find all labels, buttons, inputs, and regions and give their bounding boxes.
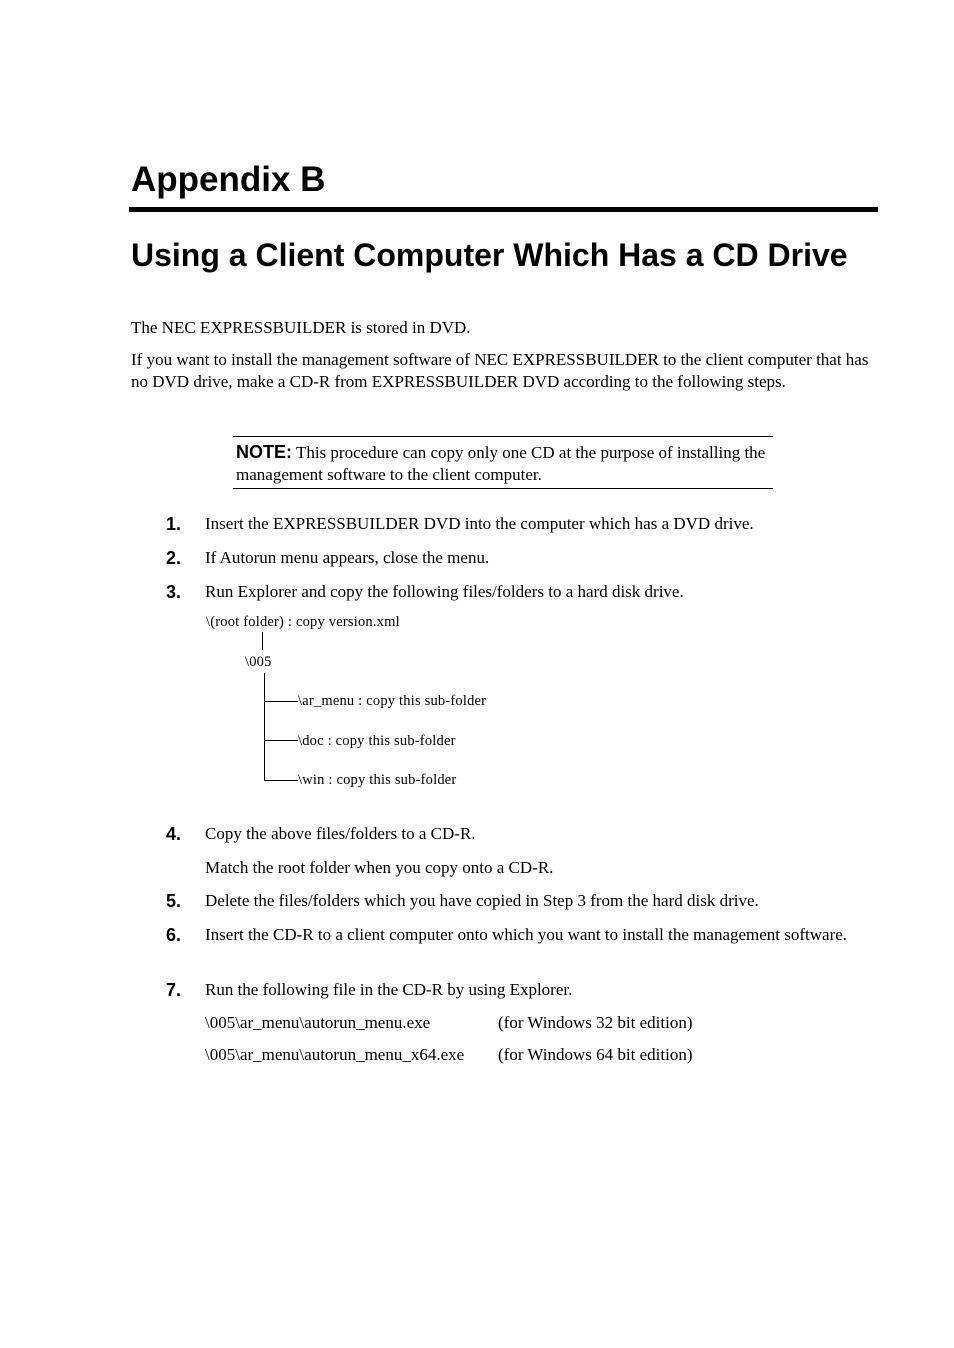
step-number: 1.: [166, 514, 182, 534]
tree-child: \doc : copy this sub-folder: [298, 733, 456, 749]
step-number: 5.: [166, 891, 182, 911]
step-number: 7.: [166, 980, 182, 1000]
tree-child: \win : copy this sub-folder: [298, 772, 457, 788]
note-text: This procedure can copy only one CD at the purpose of installing the management software to the client computer.: [236, 443, 766, 484]
file-path: \005\ar_menu\autorun_menu_x64.exe: [205, 1045, 465, 1064]
appendix-title: Appendix B: [131, 160, 326, 199]
step-text: Copy the above files/folders to a CD-R.: [205, 824, 476, 843]
note-box: [233, 436, 773, 489]
step-text: If Autorun menu appears, close the menu.: [205, 548, 490, 567]
tree-folder: \005: [245, 654, 272, 670]
step-text: Delete the files/folders which you have copied in Step 3 from the hard disk drive.: [205, 891, 759, 910]
step-number: 4.: [166, 824, 182, 844]
step-number: 2.: [166, 548, 182, 568]
note-label: NOTE:: [236, 442, 292, 462]
step-text: Run Explorer and copy the following files/folders to a hard disk drive.: [205, 582, 684, 601]
tree-branch: [264, 701, 298, 702]
step-number: 6.: [166, 925, 182, 945]
intro-paragraph-2: If you want to install the management software of NEC EXPRESSBUILDER to the client computer that has no DVD drive, make a CD-R from EXPRESSBUILDER DVD according to the following steps.: [131, 350, 869, 391]
tree-child: \ar_menu : copy this sub-folder: [298, 693, 487, 709]
step-text: Insert the EXPRESSBUILDER DVD into the computer which has a DVD drive.: [205, 514, 754, 533]
tree-connector: [262, 632, 263, 650]
section-title: Using a Client Computer Which Has a CD Drive: [131, 237, 848, 273]
step-number: 3.: [166, 582, 182, 602]
file-path: \005\ar_menu\autorun_menu.exe: [205, 1013, 431, 1032]
title-rule: [129, 207, 878, 212]
tree-branch: [264, 740, 298, 741]
file-edition: (for Windows 64 bit edition): [498, 1045, 693, 1064]
step-text: Insert the CD-R to a client computer onto which you want to install the management software.: [205, 925, 848, 944]
step-subtext: Match the root folder when you copy onto a CD-R.: [205, 858, 554, 877]
tree-root: \(root folder) : copy version.xml: [206, 614, 400, 630]
tree-connector: [264, 673, 265, 781]
file-edition: (for Windows 32 bit edition): [498, 1013, 693, 1032]
tree-branch: [264, 780, 298, 781]
step-text: Run the following file in the CD-R by using Explorer.: [205, 980, 573, 999]
intro-paragraph-1: The NEC EXPRESSBUILDER is stored in DVD.: [131, 318, 471, 337]
